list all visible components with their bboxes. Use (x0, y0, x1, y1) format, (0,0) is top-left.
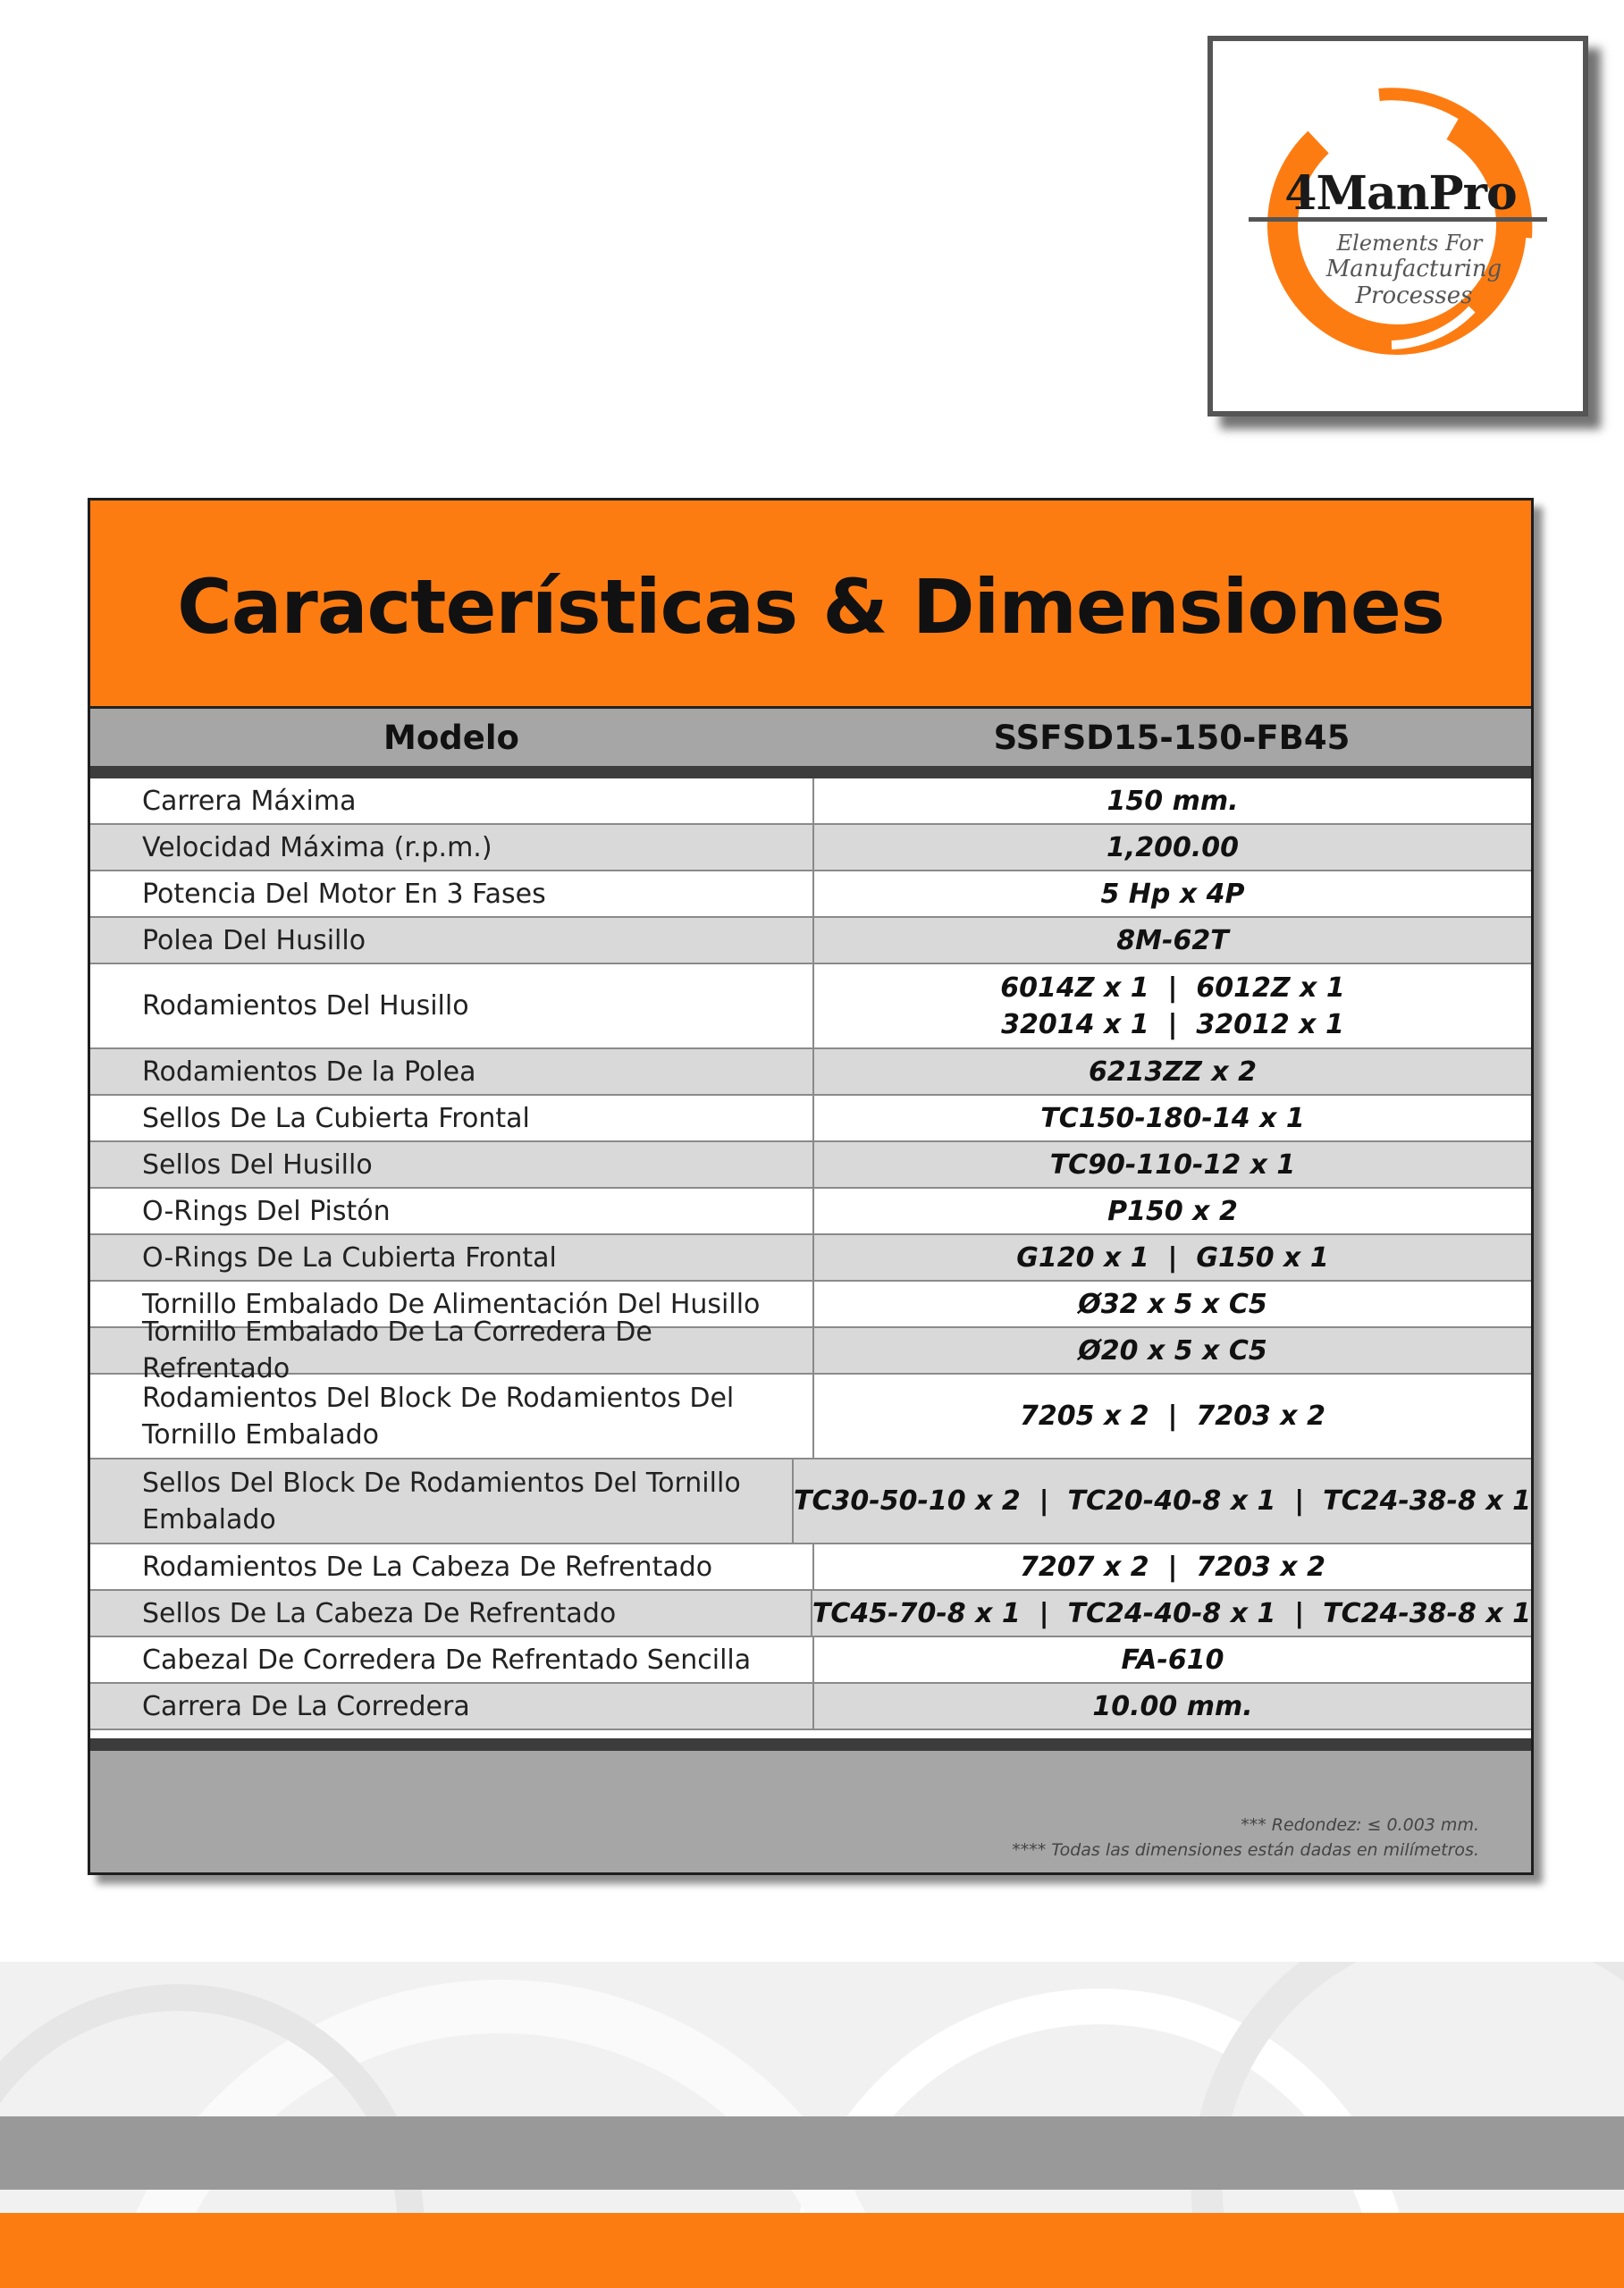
spec-value-line: 150 mm. (1107, 785, 1239, 817)
spec-label: Sellos De La Cabeza De Refrentado (90, 1591, 812, 1636)
spec-value-line: 6014Z x 1 | 6012Z x 1 (1000, 972, 1345, 1004)
spec-value (814, 1375, 1531, 1458)
table-row (90, 1316, 1531, 1384)
logo (1207, 36, 1588, 416)
spec-value-line: TC30-50-10 x 2 | TC20-40-8 x 1 | TC24-38-8 x 1 (794, 1485, 1531, 1517)
spec-value (812, 1591, 1531, 1636)
logo-ring-icon (1213, 41, 1583, 411)
spec-label: Carrera De La Corredera (90, 1684, 814, 1729)
spec-rows (90, 778, 1531, 1730)
spec-label: Rodamientos De La Cabeza De Refrentado (90, 1544, 814, 1589)
logo-tagline: Elements For (1336, 231, 1483, 256)
note: *** Redondez: ≤ 0.003 mm. (1241, 1815, 1479, 1835)
spec-value (814, 964, 1531, 1047)
spec-label: Tornillo Embalado De La Corredera De Refrentado (90, 1328, 814, 1373)
spec-value-line: TC90-110-12 x 1 (1049, 1148, 1296, 1181)
table-row (90, 1637, 1531, 1684)
table-row (90, 1096, 1531, 1142)
spec-label: Sellos Del Husillo (90, 1142, 814, 1187)
spec-table (88, 498, 1534, 1875)
spec-value (814, 871, 1531, 916)
table-row (90, 1591, 1531, 1637)
spec-value (814, 1684, 1531, 1729)
spec-value (814, 1142, 1531, 1187)
spec-value-line: 10.00 mm. (1092, 1690, 1253, 1722)
note: **** Todas las dimensiones están dadas en milímetros. (1012, 1840, 1479, 1860)
page-title: Características & Dimensiones (177, 563, 1444, 651)
divider (90, 1738, 1531, 1751)
spec-value-line: 6213ZZ x 2 (1088, 1056, 1258, 1088)
spec-value (794, 1459, 1531, 1543)
spec-value-line: TC45-70-8 x 1 | TC24-40-8 x 1 | TC24-38-8 x 1 (812, 1597, 1531, 1629)
spec-value-line: G120 x 1 | G150 x 1 (1016, 1241, 1329, 1274)
footer-stripe-accent (0, 2213, 1624, 2288)
model-label: Modelo (383, 718, 519, 757)
model-value: SSFSD15-150-FB45 (993, 718, 1351, 757)
notes-band (90, 1751, 1531, 1872)
spec-label: O-Rings Del Pistón (90, 1189, 814, 1233)
spec-value (814, 1096, 1531, 1140)
spec-label: Rodamientos Del Husillo (90, 964, 814, 1047)
footer-stripe (0, 2116, 1624, 2190)
spec-value-line: 5 Hp x 4P (1100, 878, 1245, 910)
spec-value-line: 1,200.00 (1106, 831, 1240, 863)
table-row (90, 1684, 1531, 1730)
spec-value-line: P150 x 2 (1107, 1195, 1238, 1227)
table-row (90, 871, 1531, 918)
table-row (90, 1049, 1531, 1096)
logo-tagline: Manufacturing Processes (1325, 256, 1502, 309)
spec-label: O-Rings De La Cubierta Frontal (90, 1235, 814, 1280)
table-row (90, 1189, 1531, 1235)
spec-label: Sellos De La Cubierta Frontal (90, 1096, 814, 1140)
model-row (90, 709, 1531, 766)
spec-value (814, 1328, 1531, 1373)
spec-value (814, 1544, 1531, 1589)
spec-label: Tornillo Embalado De Alimentación Del Husillo (90, 1282, 814, 1326)
spec-value-line: 7205 x 2 | 7203 x 2 (1020, 1401, 1325, 1432)
table-row (90, 1459, 1531, 1544)
spec-value-line: Ø32 x 5 x C5 (1078, 1288, 1267, 1320)
spec-value-line: TC150-180-14 x 1 (1040, 1102, 1305, 1134)
divider (90, 766, 1531, 778)
spec-value (814, 825, 1531, 870)
table-row (90, 1142, 1531, 1189)
table-row (90, 918, 1531, 964)
spec-label: Velocidad Máxima (r.p.m.) (90, 825, 814, 870)
spec-value-line: 7207 x 2 | 7203 x 2 (1020, 1551, 1325, 1583)
spec-value (814, 918, 1531, 963)
spec-value-line: 32014 x 1 | 32012 x 1 (1001, 1008, 1344, 1040)
title-band (90, 500, 1531, 709)
table-row (90, 778, 1531, 825)
spec-value (814, 778, 1531, 823)
spec-label: Potencia Del Motor En 3 Fases (90, 871, 814, 916)
spec-label: Rodamientos Del Block De Rodamientos Del Tornillo Embalado (90, 1375, 814, 1458)
spec-value-line: 8M-62T (1116, 924, 1229, 956)
table-row (90, 1375, 1531, 1459)
spec-value (814, 1282, 1531, 1326)
spec-label: Carrera Máxima (90, 778, 814, 823)
spec-label: Cabezal De Corredera De Refrentado Sencilla (90, 1637, 814, 1682)
spec-label: Sellos Del Block De Rodamientos Del Tornillo Embalado (90, 1459, 794, 1543)
table-row (90, 825, 1531, 871)
spec-label: Polea Del Husillo (90, 918, 814, 963)
spec-label: Rodamientos De la Polea (90, 1049, 814, 1094)
table-row (90, 1544, 1531, 1591)
logo-brand: 4ManPro (1284, 166, 1517, 221)
spec-value (814, 1189, 1531, 1233)
table-row (90, 964, 1531, 1049)
spec-value (814, 1235, 1531, 1280)
spec-value (814, 1637, 1531, 1682)
table-row (90, 1235, 1531, 1282)
spec-value-line: FA-610 (1121, 1644, 1224, 1676)
spec-value-line: Ø20 x 5 x C5 (1078, 1334, 1267, 1367)
spec-value (814, 1049, 1531, 1094)
